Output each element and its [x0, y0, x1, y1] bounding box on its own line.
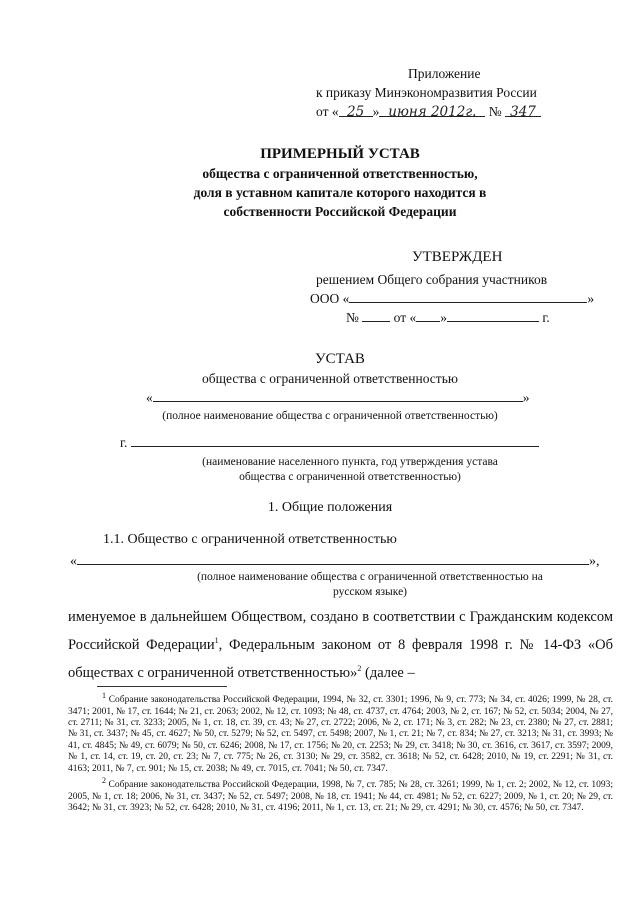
document-title: [150, 145, 530, 221]
ustav-name-line: [100, 388, 560, 407]
company-open-quote: «: [70, 554, 77, 569]
ustav-open-quote: «: [146, 390, 153, 405]
ooo-name-blank: [349, 289, 587, 303]
body-part-3: (далее –: [361, 664, 415, 681]
handwritten-number: 347: [505, 103, 541, 117]
body-text: [68, 605, 613, 685]
footnote-2: [68, 775, 613, 814]
company-note-line-1: (полное наименование общества с ограниченной ответственностью на: [197, 571, 543, 583]
body-paragraph: [68, 605, 613, 685]
title-line-4: собственности Российской Федерации: [223, 204, 457, 219]
approved-year-suffix: г.: [542, 310, 550, 325]
ustav-heading: УСТАВ: [315, 351, 365, 367]
approved-day-blank: [416, 308, 440, 322]
approved-block: [300, 248, 620, 327]
appendix-date-line: [300, 102, 600, 121]
ustav-name-note: (полное наименование общества с ограниченной ответственностью): [162, 410, 498, 422]
company-name-blank: [77, 551, 589, 565]
company-note-line-2: русском языке): [332, 586, 408, 598]
title-line-1: ПРИМЕРНЫЙ УСТАВ: [260, 146, 420, 162]
company-name-note: [150, 570, 590, 600]
ustav-close-quote: »: [522, 390, 530, 405]
footnote-1-text: Собрание законодательства Российской Федерации, 1994, № 32, ст. 3301; 1996, № 9, ст. 773; № 34, ст. 4026; 1999, № 28, ст. 3471; 2001, № 17, ст. 1644; № 21, ст. 2063; 2002, № 12, ст. 1093; № 48, ст. 4737, ст. 4764; 2003, № 2, ст. 167; № 52, ст. 5034; 2004, № 27, ст. 2711; № 31, ст. 3233; 2005, № 1, ст. 18, ст. 39, ст. 43; № 27, ст. 2722; 2006, № 2, ст. 171; № 3, ст. 282; № 23, ст. 2380; № 27, ст. 2881; № 31, ст. 3437; № 45, ст. 4627; № 50, ст. 5279; № 52, ст. 5497, ст. 5498; 2007, № 1, ст. 21; № 7, ст. 834; № 27, ст. 3213; № 31, ст. 3993; № 41, ст. 4845; № 49, ст. 6079; № 50, ст. 6246; 2008, № 17, ст. 1756; № 20, ст. 2253; № 29, ст. 3418; № 30, ст. 3616, ст. 3617, ст. 3597; 2009, № 1, ст. 14, ст. 19, ст. 20, ст. 23; № 7, ст. 775; № 26, ст. 3130; № 29, ст. 3582, ст. 3618; № 52, ст. 6428; 2010, № 19, ст. 2291; № 31, ст. 4163; 2011, № 7, ст. 901; № 15, ст. 2038; № 49, ст. 7015, ст. 7041; № 50, ст. 7347.: [68, 695, 613, 774]
footnote-ref-2: 2: [357, 663, 362, 673]
company-name-line: [70, 551, 610, 570]
number-prefix: №: [488, 104, 502, 119]
footnote-separator: [97, 686, 227, 687]
footnote-ref-1: 1: [214, 636, 219, 645]
ustav-name-blank: [153, 388, 523, 402]
appendix-block: [300, 64, 600, 121]
city-prefix: г.: [120, 435, 128, 450]
footnote-1: [68, 690, 613, 775]
city-line: [120, 433, 580, 452]
ustav-block: [100, 350, 560, 424]
city-note-line-1: (наименование населенного пункта, год утверждения устава: [202, 456, 498, 468]
appendix-order-ref: к приказу Минэкономразвития России: [316, 85, 537, 100]
city-blank: [131, 433, 539, 447]
approved-number-date-line: [300, 308, 620, 327]
approved-number-blank: [362, 308, 390, 322]
approved-number-sign: №: [346, 310, 359, 325]
title-line-3: доля в уставном капитале которого находится в: [193, 185, 487, 200]
ooo-close-quote: »: [587, 291, 595, 306]
date-mid: »: [372, 104, 380, 119]
footnote-1-mark: 1: [102, 691, 106, 700]
city-note: [140, 455, 560, 485]
body-part-1: именуемое в дальнейшем Обществом, создано в соответствии с Гражданским кодексом Российской Федерации: [68, 609, 613, 653]
footnote-2-mark: 2: [102, 776, 106, 785]
approved-heading: УТВЕРЖДЕН: [412, 249, 503, 265]
section-heading: 1. Общие положения: [267, 500, 393, 515]
city-note-line-2: общества с ограниченной ответственностью): [239, 471, 461, 483]
approved-ooo-line: [300, 289, 620, 308]
body-part-2: , Федеральным законом от 8 февраля 1998 г. № 14-ФЗ «Об обществах с ограниченной ответственностью»: [68, 636, 613, 681]
approved-quote-mid: »: [440, 310, 447, 325]
approved-decision: решением Общего собрания участников: [316, 272, 548, 287]
handwritten-day: 25: [339, 103, 373, 117]
ooo-prefix: ООО «: [310, 291, 350, 306]
handwritten-month-year: июня 2012г.: [379, 103, 485, 117]
appendix-title: Приложение: [408, 66, 481, 81]
paragraph-1-1: 1.1. Общество с ограниченной ответственностью: [103, 532, 397, 547]
ustav-subtitle: общества с ограниченной ответственностью: [202, 371, 458, 386]
title-line-2: общества с ограниченной ответственностью,: [202, 166, 478, 181]
company-close-quote: »,: [589, 554, 600, 569]
date-prefix: от «: [316, 104, 339, 119]
footnote-2-text: Собрание законодательства Российской Федерации, 1998, № 7, ст. 785; № 28, ст. 3261; 1999, № 1, ст. 2; 2002, № 12, ст. 1093; 2005, № 1, ст. 18; 2006, № 31, ст. 3437; № 52, ст. 5497; 2008, № 18, ст. 1941; № 44, ст. 4981; № 52, ст. 6227; 2009, № 1, ст. 20; № 29, ст. 3642; № 31, ст. 3923; № 52, ст. 6428; 2010, № 31, ст. 4196; 2011, № 1, ст. 13, ст. 21; № 29, ст. 4291; № 30, ст. 4576; № 50, ст. 7347.: [68, 780, 613, 813]
approved-from: от «: [393, 310, 417, 325]
approved-month-blank: [447, 308, 539, 322]
footnotes: [68, 690, 613, 814]
